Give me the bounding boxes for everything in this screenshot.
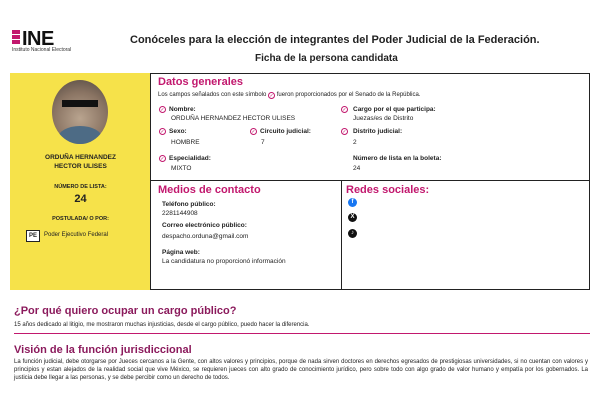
ballot-number-label: Número de lista en la boleta:	[353, 155, 442, 162]
sexo-label: Sexo:	[169, 128, 187, 135]
page-subtitle: Ficha de la persona candidata	[255, 53, 398, 64]
postulated-value: Poder Ejecutivo Federal	[44, 232, 109, 238]
list-number-value: 24	[74, 193, 87, 205]
distrito-label: Distrito judicial:	[353, 128, 403, 135]
postulated-badge: PE	[26, 230, 40, 242]
contact-title: Medios de contacto	[158, 184, 261, 196]
general-data-note: Los campos señalados con este símbolo ✓ fueron proporcionados por el Senado de la República.	[158, 92, 421, 99]
postulated-label: POSTULADA/ O POR:	[52, 216, 109, 222]
section-divider	[14, 333, 590, 334]
email-value[interactable]: despacho.orduna@gmail.com	[162, 233, 249, 240]
section-divider	[341, 180, 342, 290]
check-icon: ✓	[342, 129, 347, 135]
ine-logo-subtitle: Instituto Nacional Electoral	[12, 47, 72, 53]
vision-title: Visión de la función jurisdiccional	[14, 344, 192, 356]
check-icon: ✓	[342, 107, 347, 113]
name-label: Nombre:	[169, 106, 196, 113]
web-label: Página web:	[162, 249, 200, 256]
phone-label: Teléfono público:	[162, 201, 216, 208]
tiktok-icon[interactable]: ♪	[348, 229, 357, 238]
candidate-photo	[52, 80, 108, 144]
check-icon: ✓	[160, 129, 165, 135]
web-value: La candidatura no proporcionó información	[162, 258, 286, 265]
sexo-value: HOMBRE	[171, 139, 200, 146]
cargo-value: Juezas/es de Distrito	[353, 115, 414, 122]
candidate-name: ORDUÑA HERNANDEZ HECTOR ULISES	[45, 154, 116, 170]
why-title: ¿Por qué quiero ocupar un cargo público?	[14, 305, 237, 317]
check-icon: ✓	[160, 107, 165, 113]
name-value: ORDUÑA HERNANDEZ HECTOR ULISES	[171, 115, 296, 122]
email-label: Correo electrónico público:	[162, 222, 247, 229]
ballot-number-value: 24	[353, 165, 361, 172]
vision-text: La función judicial, debe otorgarse por Jueces cercanos a la Gente, con altos valores y principios, porque de nada sirven doctores en derechos egresados de prestigiosas universidades, si no cuentan con valores y principios y estan alejados de la realidad social que vive México, se requieren jueces con alto grado de conocimiento jurídico, pero sobre todo con algo grado de valor humano y empatía por los gobernados. La justicia debe llegar a las personas, y se debe percibir como un derecho de todos.	[14, 359, 588, 381]
list-number-label: NÚMERO DE LISTA:	[54, 184, 107, 190]
ine-logo-text: INE	[22, 28, 54, 50]
especialidad-value: MIXTO	[171, 165, 192, 172]
cargo-label: Cargo por el que participa:	[353, 106, 436, 113]
circuito-value: 7	[261, 139, 265, 146]
general-data-title: Datos generales	[158, 76, 243, 88]
check-icon: ✓	[251, 129, 256, 135]
why-text: 15 años dedicado al litigio, me mostraron muchas injusticias, desde el cargo público, puedo hacer la diferencia.	[14, 322, 310, 328]
page-title: Conóceles para la elección de integrantes del Poder Judicial de la Federación.	[130, 34, 540, 46]
social-title: Redes sociales:	[346, 184, 430, 196]
section-divider	[151, 180, 590, 181]
especialidad-label: Especialidad:	[169, 155, 211, 162]
check-icon: ✓	[269, 93, 274, 99]
phone-value[interactable]: 2281144908	[162, 210, 198, 217]
circuito-label: Circuito judicial:	[260, 128, 311, 135]
facebook-icon[interactable]: f	[348, 198, 357, 207]
check-icon: ✓	[160, 156, 165, 162]
x-icon[interactable]: X	[348, 213, 357, 222]
distrito-value: 2	[353, 139, 357, 146]
